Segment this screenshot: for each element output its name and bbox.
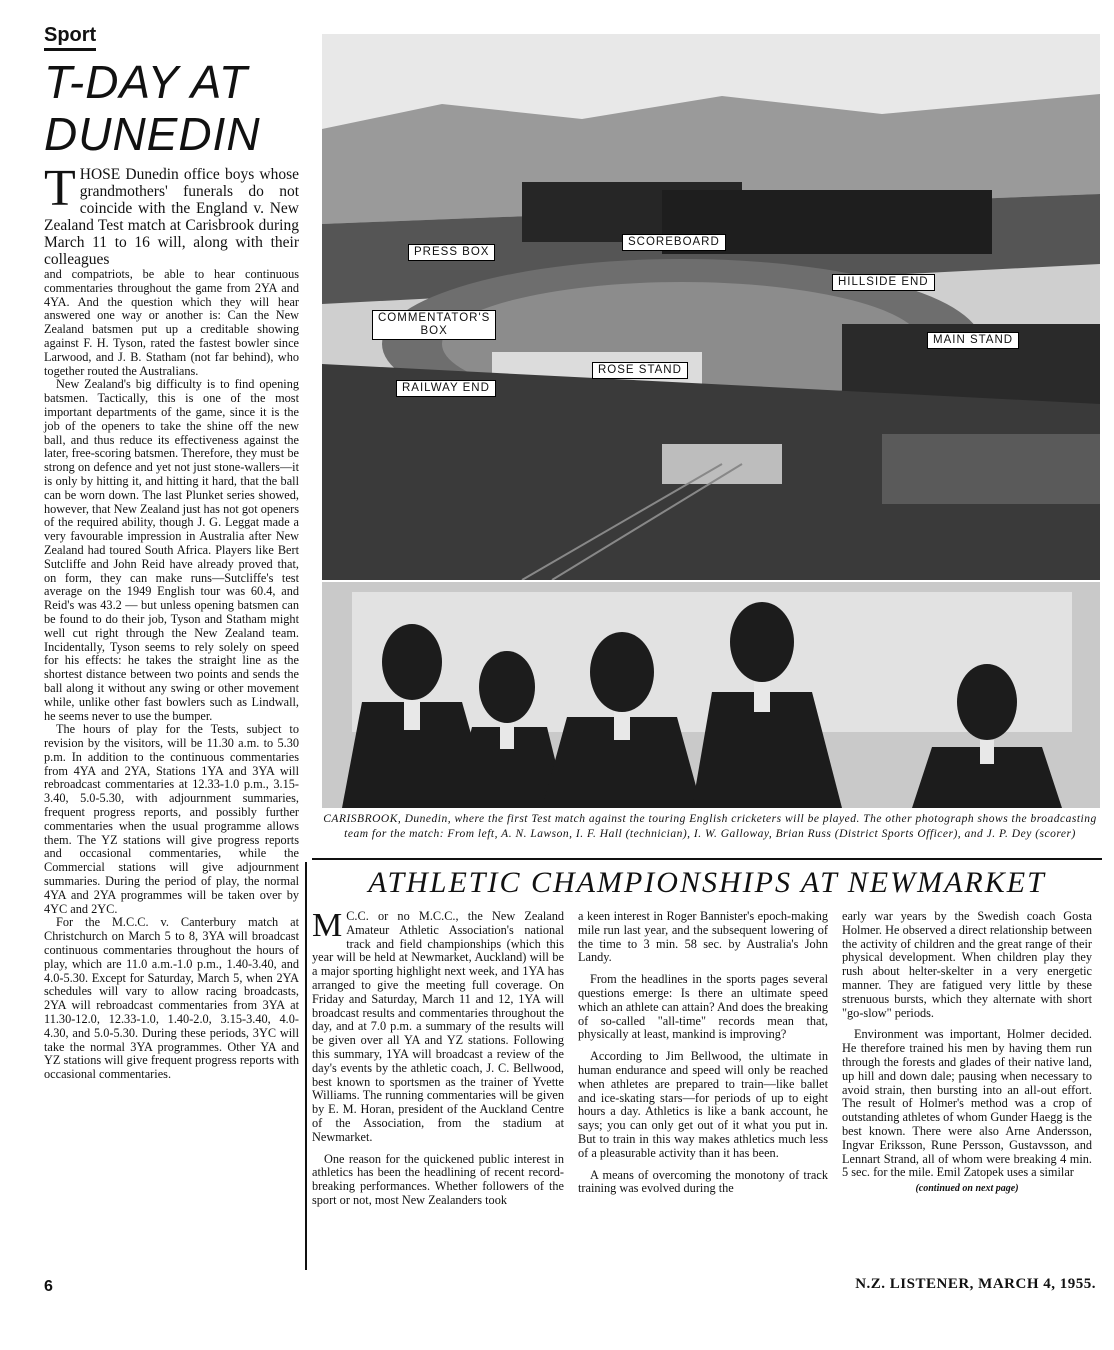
article-paragraph: The hours of play for the Tests, subject to revision by the visitors, will be 11.30 a.m. to 5.30 p.m. In addition to the continuous commentaries from 4YA and 2YA, Stations 1YA and 3YA will rebroadcast commentaries at 12.33-1.0 p.m., 3.15-3.40, 5.0-5.30, with adjournment summaries, frequent progress reports, and possibly further commentaries when the usual programme allows them. The YZ stations will give progress reports and occasional commentaries, while the Commercial stations will give adjournment summaries. During the period of play, the normal 4YA and 2YA programmes will be taken over by 4YC and 2YC. [44, 722, 299, 916]
hillside-end-label: HILLSIDE END [832, 274, 935, 291]
athletic-headline: ATHLETIC CHAMPIONSHIPS AT NEWMARKET [368, 866, 1046, 899]
athletic-paragraph: One reason for the quickened public interest in athletics has been the headlining of recent record-breaking performances. Whether followers of the sport or not, most New Zealanders took [312, 1151, 564, 1207]
aerial-photo-illustration [322, 34, 1100, 580]
lead-text: HOSE Dunedin office boys whose grandmothers' funerals do not coincide with the England v. New Zealand Test match at Carisbrook during March 11 to 16 will, along with their colleagues [44, 166, 299, 268]
athletic-paragraph: According to Jim Bellwood, the ultimate in human endurance and speed will only be reached when athletes are prepared to train—like ballet and ice-skating stars—for periods of up to eight hours a day. Athletics is like a bank account, he says; you can only get out of it what you put in. But to train in this way makes athletics much less of a pleasurable activity than it has been. [578, 1049, 828, 1160]
commentators-label-line1: COMMENTATOR'S [378, 312, 491, 324]
page-number: 6 [44, 1278, 53, 1295]
broadcasting-team-photo [322, 582, 1100, 808]
horizontal-divider [312, 858, 1102, 860]
commentators-label-line2: BOX [420, 325, 448, 337]
team-photo-illustration [322, 582, 1100, 808]
athletic-column-2 [578, 910, 828, 1196]
page-headline: T-DAY AT DUNEDIN [44, 56, 261, 160]
athletic-paragraph: a keen interest in Roger Bannister's epoch-making mile run last year, and the subsequent lowering of the time to 3 min. 58 sec. by Australia's John Landy. [578, 909, 828, 965]
photo-caption: CARISBROOK, Dunedin, where the first Test match against the touring English cricketers will be played. The other photograph shows the broadcasting team for the match: From left, A. N. Lawson, I. F. Hall (technician), I. W. Galloway, Brian Russ (District Sports Officer), and J. P. Dey (scorer) [323, 813, 1097, 840]
carisbrook-aerial-photo [322, 34, 1100, 580]
athletic-paragraph: From the headlines in the sports pages several questions emerge: Is there an ultimate speed which an athlete can attain? And does the breaking of so-called "all-time" records mean that, physically at least, mankind is improving? [578, 972, 828, 1042]
article-paragraph: New Zealand's big difficulty is to find opening batsmen. Tactically, this is one of the most important departments of the game, since it is the job of the openers to take the shine off the new ball, and thus reduce its effectiveness against the later, free-scoring batsmen. Therefore, they must be strong on defence and yet not just stone-wallers—it is only by hitting it, and hitting it hard, that the ball can be worn down. The last Plunket series showed, however, that New Zealand just has not got openers of the required ability, though J. G. Leggat made a very favourable impression in Australia after New Zealand had toured South Africa. Players like Bert Sutcliffe and John Reid have already proved that, on form, they can make runs—Sutcliffe's test average on the 1949 English tour was 60.4, and Reid's was 43.2 — but unless opening batsmen can be found to do their job, Tyson and Statham might well cut right through the New Zealand team. Incidentally, Tyson seems to rely solely on speed for his effects: he takes the straight line as the shortest distance between two points and sends the ball along it without any swing or other movement while, unlike other fast bowlers such as Lindwall, he seems never to use the bumper. [44, 377, 299, 723]
athletic-column-1 [312, 907, 564, 1208]
lead-paragraph [44, 160, 299, 268]
drop-cap: T [44, 160, 76, 217]
continued-note: (continued on next page) [915, 1183, 1019, 1195]
athletic-column-3 [842, 910, 1092, 1196]
scoreboard-label: SCOREBOARD [622, 234, 726, 251]
press-box-label: PRESS BOX [408, 244, 495, 261]
athletic-paragraph [312, 907, 564, 1145]
athletic-text: C.C. or no M.C.C., the New Zealand Amateur Athletic Association's national track and field championships (which this year will be held at Newmarket, Auckland) will be a major sporting highlight next week, and 1YA has arranged to give the meeting full coverage. On Friday and Saturday, March 11 and 12, 1YA will broadcast results and commentaries throughout the day, and at 7.0 p.m. a summary of the results will be given over all YA and YZ stations. Following this summary, 1YA will broadcast a review of the day's events by the athletic coach, J. C. Bellwood, best known to sportsmen as the trainer of Yvette Williams. The running commentaries will be given by E. M. Horan, president of the Auckland Centre of the Association, from the stadium at Newmarket. [312, 909, 564, 1144]
commentators-box-label [372, 310, 496, 340]
section-label: Sport [44, 24, 96, 51]
left-article-column [44, 160, 299, 1082]
publication-line: N.Z. LISTENER, MARCH 4, 1955. [855, 1276, 1096, 1292]
athletic-paragraph: Environment was important, Holmer decided. He therefore trained his men by having them run through the forests and glades of their native land, up hill and down dale; pausing when necessary to avoid strain, then bursting into an all-out effort. The result of Holmer's method was a crop of outstanding athletes of whom Gunder Haegg is the best known. There were also Arne Andersson, Ingvar Eriksson, Rune Persson, Gustavsson, and Lennart Strand, all of whom were breaking 4 min. 5 sec. for the mile. Emil Zatopek uses a similar [842, 1027, 1092, 1180]
article-paragraph: and compatriots, be able to hear continuous commentaries throughout the game from 2YA and 4YA. And the question which they will hear answered one way or another is: Can the New Zealand batsmen put up a creditable showing against F. H. Tyson, rated the fastest bowler since Larwood, and J. B. Statham (not far behind), who together routed the Australians. [44, 267, 299, 378]
athletic-paragraph: early war years by the Swedish coach Gosta Holmer. He observed a direct relationship between the activity of children and the great range of their physical development. When children play they rush about helter-skelter in a very energetic manner. They are fatigued very little by these strenuous bursts, which they alternate with short "go-slow" periods. [842, 909, 1092, 1020]
athletic-paragraph: A means of overcoming the monotony of track training was evolved during the [578, 1167, 828, 1196]
article-paragraph: For the M.C.C. v. Canterbury match at Christchurch on March 5 to 8, 3YA will broadcast continuous commentaries throughout the hours of play, which are 11.0 a.m.-1.0 p.m., 1.40-3.40, and 4.0-5.30. Except for Saturday, March 5, when 2YA schedules will vary to allow racing broadcasts, 2YA will rebroadcast commentaries from 3YA at 11.30-12.0, 12.33-1.0, 1.40-2.0, 3.15-3.40, 4.0-4.30, and 5.0-5.30. During these periods, 3YC will take the normal 3YA programmes. Other YA and YZ stations will give frequent progress reports with occasional commentaries. [44, 915, 299, 1082]
vertical-divider [305, 862, 307, 1270]
athletic-drop-cap: M [312, 907, 343, 944]
railway-end-label: RAILWAY END [396, 380, 496, 397]
rose-stand-label: ROSE STAND [592, 362, 688, 379]
main-stand-label: MAIN STAND [927, 332, 1019, 349]
